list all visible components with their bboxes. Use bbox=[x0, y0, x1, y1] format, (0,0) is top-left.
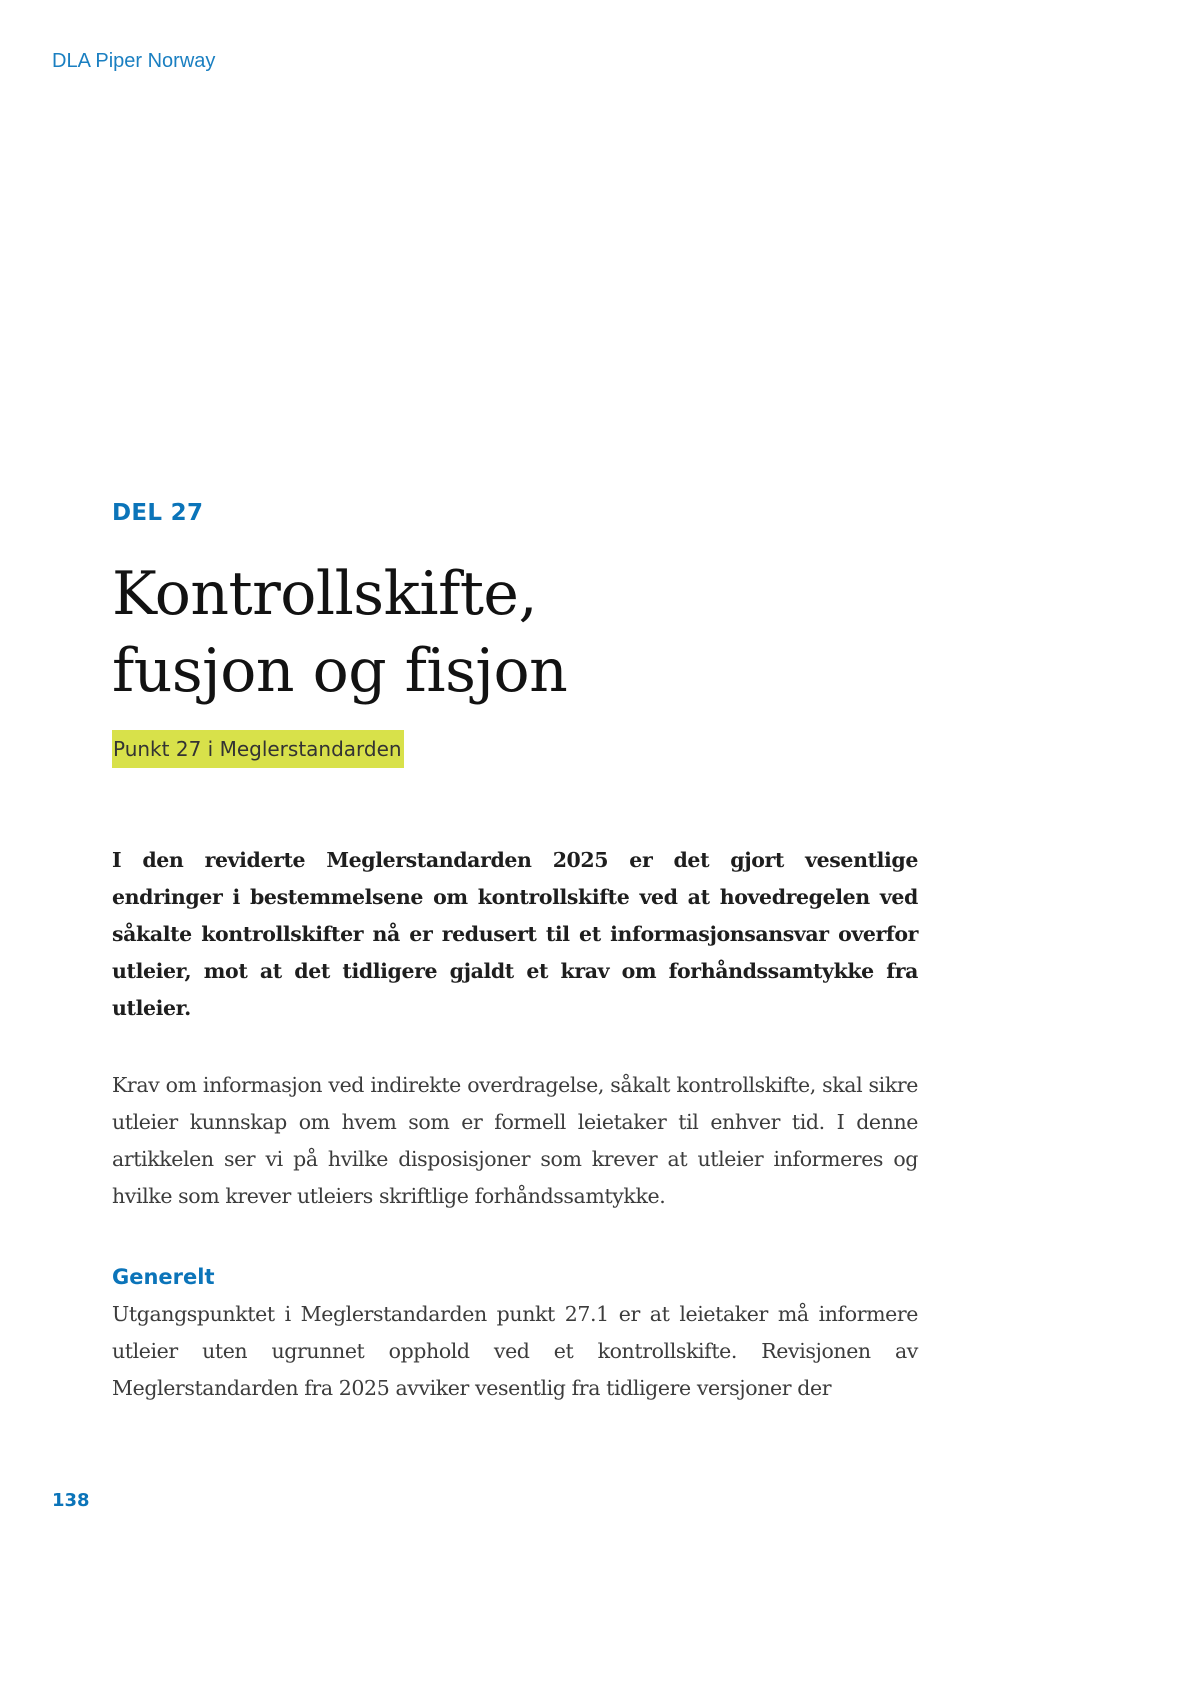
article-title bbox=[112, 556, 918, 710]
page-number: 138 bbox=[52, 1490, 90, 1511]
running-header: DLA Piper Norway bbox=[52, 50, 216, 72]
intro-paragraph: Krav om informasjon ved indirekte overdragelse, såkalt kontrollskifte, skal sikre utleier kunnskap om hvem som er formell leietaker til enhver tid. I denne artikkelen ser vi på hvilke disposisjoner som krever at utleier informeres og hvilke som krever utleiers skriftlige forhåndssamtykke. bbox=[112, 1073, 918, 1208]
article bbox=[112, 494, 918, 1407]
lead-paragraph: I den reviderte Meglerstandarden 2025 er det gjort vesentlige endringer i bestemmelsene om kontrollskifte ved at hovedregelen ved såkalte kontrollskifter nå er redusert til et informasjonsansvar overfor utleier, mot at det tidligere gjaldt et krav om forhåndssamtykke fra utleier. bbox=[112, 848, 918, 1020]
section-body-paragraph: Utgangspunktet i Meglerstandarden punkt 27.1 er at leietaker må informere utleier uten ugrunnet opphold ved et kontrollskifte. Revisjonen av Meglerstandarden fra 2025 avviker vesentlig fra tidligere versjoner der bbox=[112, 1302, 918, 1400]
section-heading: Generelt bbox=[112, 1265, 215, 1289]
section-label: DEL 27 bbox=[112, 500, 204, 526]
subtitle-highlight: Punkt 27 i Meglerstandarden bbox=[112, 730, 404, 768]
article-title-line-2: fusjon og fisjon bbox=[112, 636, 568, 706]
article-title-line-1: Kontrollskifte, bbox=[112, 559, 538, 629]
